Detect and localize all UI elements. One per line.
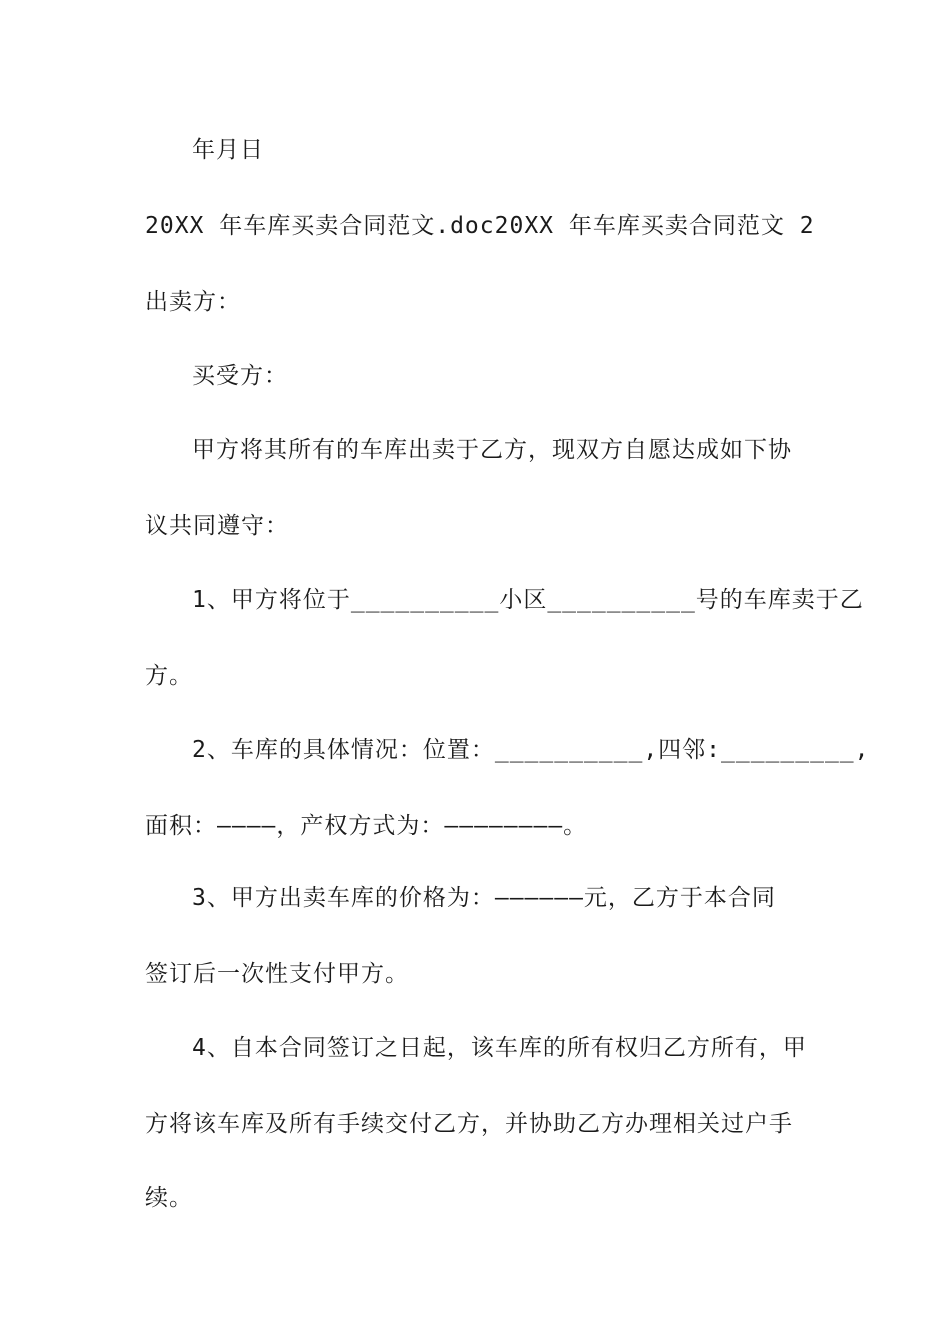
paragraph-intro-line-2: 议共同遵守：: [145, 513, 289, 539]
paragraph-intro-line-1: 甲方将其所有的车库出卖于乙方，现双方自愿达成如下协: [192, 437, 792, 463]
seller-line: 出卖方：: [145, 289, 241, 315]
date-line: 年月日: [192, 137, 264, 163]
clause-4-line-2: 方将该车库及所有手续交付乙方，并协助乙方办理相关过户手: [145, 1111, 793, 1137]
clause-4-line-3: 续。: [145, 1185, 193, 1211]
clause-4-line-1: 4、自本合同签订之日起，该车库的所有权归乙方所有，甲: [192, 1035, 807, 1061]
clause-3-line-1: 3、甲方出卖车库的价格为：——————元，乙方于本合同: [192, 885, 776, 911]
buyer-line: 买受方：: [192, 363, 288, 389]
clause-3-line-2: 签订后一次性支付甲方。: [145, 961, 409, 987]
clause-1-line-1: 1、甲方将位于__________小区__________号的车库卖于乙: [192, 587, 864, 613]
clause-2-line-1: 2、车库的具体情况：位置：__________,四邻:_________,: [192, 737, 870, 763]
document-title-line: 20XX 年车库买卖合同范文.doc20XX 年车库买卖合同范文 2: [145, 213, 815, 239]
clause-1-line-2: 方。: [145, 663, 193, 689]
clause-2-line-2: 面积：————，产权方式为：————————。: [145, 813, 588, 839]
